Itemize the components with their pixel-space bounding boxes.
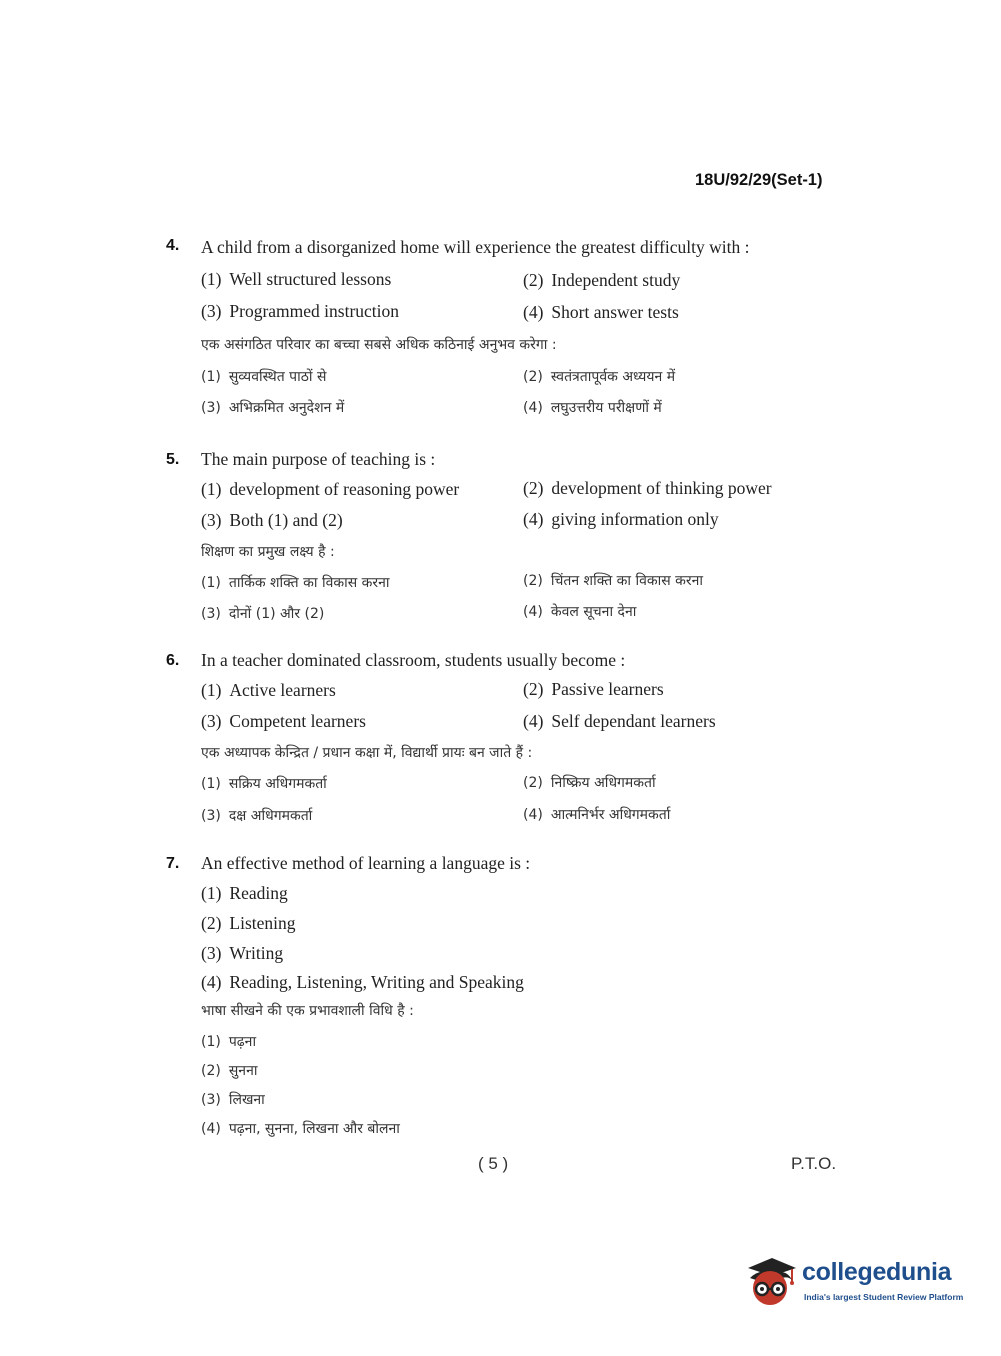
option-en xyxy=(201,301,399,322)
option-text: development of reasoning power xyxy=(229,479,460,499)
option-hi xyxy=(201,806,312,825)
option-text: लघुउत्तरीय परीक्षणों में xyxy=(550,400,662,416)
option-hi xyxy=(523,602,636,621)
option-hi xyxy=(201,1119,400,1138)
option-text: Self dependant learners xyxy=(551,711,716,731)
option-en xyxy=(523,509,719,530)
page-number: ( 5 ) xyxy=(478,1154,509,1173)
option-en xyxy=(201,711,366,732)
option-text: Both (1) and (2) xyxy=(229,510,343,530)
option-hi xyxy=(201,774,327,793)
option-text: पढ़ना xyxy=(228,1034,257,1050)
option-hi xyxy=(201,604,324,623)
option-text: Well structured lessons xyxy=(229,269,392,289)
option-number: (4) xyxy=(523,400,543,416)
option-text: सुनना xyxy=(228,1063,258,1079)
question-stem-en: In a teacher dominated classroom, students usually become : xyxy=(201,650,626,670)
option-number: (4) xyxy=(201,1121,221,1137)
option-number: (2) xyxy=(523,270,544,290)
option-en xyxy=(523,711,716,732)
option-number: (3) xyxy=(201,606,221,622)
option-hi xyxy=(201,398,344,417)
question-number: 7. xyxy=(166,855,180,872)
question-number: 6. xyxy=(166,652,180,669)
option-en xyxy=(201,479,459,500)
logo-tagline: India's largest Student Review Platform xyxy=(804,1292,964,1302)
question-stem-hi: एक असंगठित परिवार का बच्चा सबसे अधिक कठिनाई अनुभव करेगा : xyxy=(201,337,557,353)
option-text: पढ़ना, सुनना, लिखना और बोलना xyxy=(228,1121,400,1137)
option-en xyxy=(201,972,524,993)
option-number: (1) xyxy=(201,680,222,700)
option-number: (2) xyxy=(201,1063,221,1079)
option-number: (1) xyxy=(201,369,221,385)
option-en xyxy=(201,913,296,934)
question-number: 4. xyxy=(166,237,180,254)
option-text: Reading xyxy=(229,883,288,903)
option-number: (4) xyxy=(523,711,544,731)
option-text: Writing xyxy=(229,943,284,963)
option-number: (1) xyxy=(201,883,222,903)
option-en xyxy=(523,679,664,700)
option-hi xyxy=(201,367,326,386)
question-number: 5. xyxy=(166,451,180,468)
option-hi xyxy=(201,573,390,592)
option-text: Competent learners xyxy=(229,711,366,731)
option-text: निष्क्रिय अधिगमकर्ता xyxy=(550,775,656,791)
option-number: (3) xyxy=(201,711,222,731)
option-text: अभिक्रमित अनुदेशन में xyxy=(228,400,345,416)
option-number: (2) xyxy=(523,478,544,498)
option-number: (2) xyxy=(523,679,544,699)
question-stem-hi: शिक्षण का प्रमुख लक्ष्य है : xyxy=(201,544,335,560)
option-hi xyxy=(201,1090,265,1109)
option-hi xyxy=(523,398,662,417)
option-en xyxy=(523,302,679,323)
option-text: लिखना xyxy=(228,1092,265,1108)
option-number: (3) xyxy=(201,1092,221,1108)
question-stem-en: An effective method of learning a language is : xyxy=(201,853,531,873)
option-en xyxy=(201,680,336,701)
option-number: (4) xyxy=(523,604,543,620)
option-en xyxy=(201,269,391,290)
question-stem-hi: भाषा सीखने की एक प्रभावशाली विधि है : xyxy=(201,1003,414,1019)
option-hi xyxy=(523,571,703,590)
option-number: (2) xyxy=(523,775,543,791)
option-number: (1) xyxy=(201,575,221,591)
option-number: (3) xyxy=(201,510,222,530)
option-number: (2) xyxy=(523,369,543,385)
option-text: तार्किक शक्ति का विकास करना xyxy=(228,575,390,591)
paper-code: 18U/92/29(Set-1) xyxy=(695,171,823,189)
option-text: giving information only xyxy=(551,509,719,529)
option-number: (4) xyxy=(201,972,222,992)
logo-mascot-icon xyxy=(742,1254,798,1310)
collegedunia-logo xyxy=(742,1254,972,1314)
option-text: development of thinking power xyxy=(551,478,772,498)
option-text: केवल सूचना देना xyxy=(550,604,637,620)
option-number: (1) xyxy=(201,479,222,499)
option-number: (2) xyxy=(523,573,543,589)
option-number: (1) xyxy=(201,776,221,792)
option-number: (2) xyxy=(201,913,222,933)
option-en xyxy=(523,270,680,291)
option-text: सक्रिय अधिगमकर्ता xyxy=(228,776,327,792)
option-hi xyxy=(201,1061,257,1080)
option-en xyxy=(201,510,343,531)
option-number: (4) xyxy=(523,509,544,529)
option-hi xyxy=(523,367,675,386)
option-text: सुव्यवस्थित पाठों से xyxy=(228,369,327,385)
option-en xyxy=(523,478,772,499)
option-text: Independent study xyxy=(551,270,681,290)
option-text: स्वतंत्रतापूर्वक अध्ययन में xyxy=(550,369,676,385)
question-stem-hi: एक अध्यापक केन्द्रित / प्रधान कक्षा में, विद्यार्थी प्रायः बन जाते हैं : xyxy=(201,745,533,761)
option-text: Programmed instruction xyxy=(229,301,400,321)
option-hi xyxy=(201,1032,256,1051)
option-text: Short answer tests xyxy=(551,302,679,322)
option-text: आत्मनिर्भर अधिगमकर्ता xyxy=(550,807,671,823)
option-text: Passive learners xyxy=(551,679,664,699)
option-hi xyxy=(523,773,656,792)
option-text: दक्ष अधिगमकर्ता xyxy=(228,808,313,824)
option-en xyxy=(201,883,288,904)
option-text: चिंतन शक्ति का विकास करना xyxy=(550,573,704,589)
option-number: (1) xyxy=(201,1034,221,1050)
option-number: (1) xyxy=(201,269,222,289)
option-text: Listening xyxy=(229,913,296,933)
option-number: (4) xyxy=(523,302,544,322)
option-number: (3) xyxy=(201,808,221,824)
option-number: (3) xyxy=(201,943,222,963)
option-text: Active learners xyxy=(229,680,336,700)
option-number: (4) xyxy=(523,807,543,823)
question-stem-en: The main purpose of teaching is : xyxy=(201,449,436,469)
option-text: Reading, Listening, Writing and Speaking xyxy=(229,972,524,992)
option-number: (3) xyxy=(201,301,222,321)
option-hi xyxy=(523,805,670,824)
option-number: (3) xyxy=(201,400,221,416)
pto-label: P.T.O. xyxy=(791,1154,837,1173)
logo-name: collegedunia xyxy=(802,1258,952,1286)
question-stem-en: A child from a disorganized home will experience the greatest difficulty with : xyxy=(201,237,750,257)
option-text: दोनों (1) और (2) xyxy=(228,606,325,622)
option-en xyxy=(201,943,283,964)
